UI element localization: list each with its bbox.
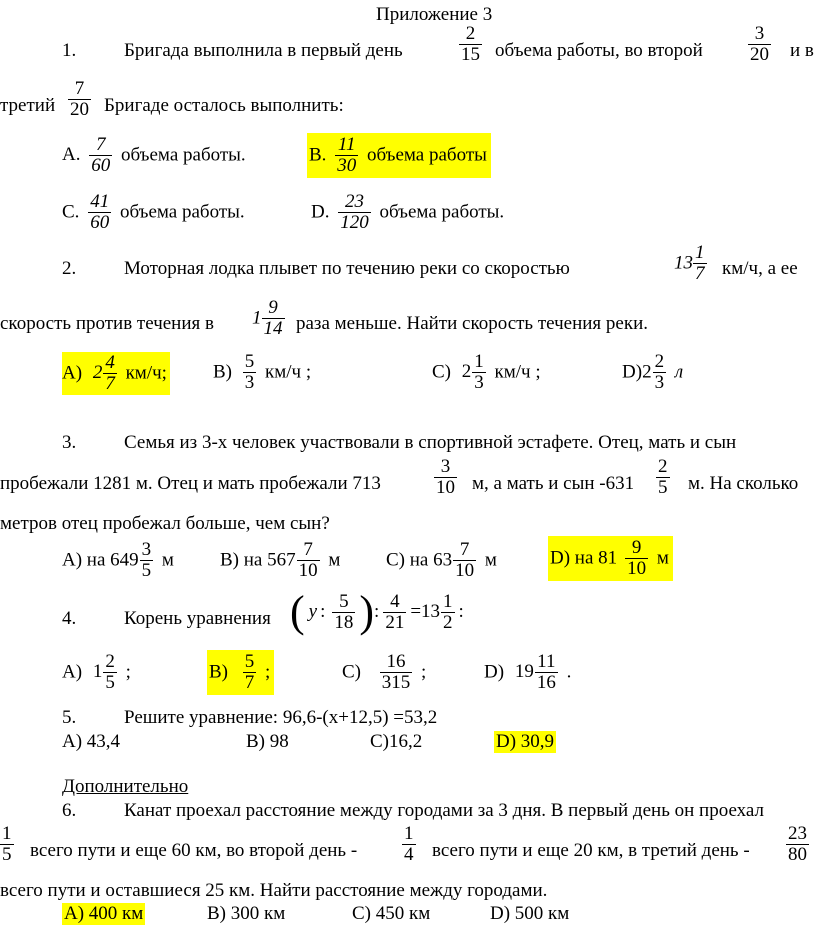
q3-option-b: B) на 567 $\frac{7}{10}$ м [220,539,341,581]
q2-option-a: A) 2 $\frac{4}{7}$ км/ч; [62,352,170,395]
q6-option-d: D) 500 км [490,903,570,924]
q3-text-b: пробежали 1281 м. Отец и мать пробежали 713 [0,473,381,494]
page-title: Приложение 3 [376,4,493,25]
q5-text: Решите уравнение: 96,6-(x+12,5) =53,2 [124,707,438,728]
q6-option-c: C) 450 км [352,903,431,924]
q2-option-d: D)2 $\frac{2}{3}$ л [622,351,684,393]
extra-heading: Дополнительно [62,776,189,797]
q2-ratio: 1 $\frac{9}{14}$ [252,297,283,339]
q6-fraction-2: $\frac{1}{4}$ [404,823,414,865]
q3-number: 3. [62,432,77,453]
q4-option-a: A) 1 $\frac{2}{5}$ ; [62,651,131,693]
q3-option-c: C) на 63 $\frac{7}{10}$ м [386,539,497,581]
q3-fraction-2: $\frac{2}{5}$ [658,456,668,498]
q4-option-d: D) 19 $\frac{11}{16}$ . [484,651,572,693]
q4-number: 4. [62,608,77,629]
q1-fraction-2: $\frac{3}{20}$ [750,23,769,65]
q3-option-d: D) на 81 $\frac{9}{10}$ м [548,536,673,581]
q1-text-e: Бригаде осталось выполнить: [104,95,344,116]
q5-option-a: A) 43,4 [62,731,121,752]
q6-text-a: Канат проехал расстояние между городами за 3 дня. В первый день он проехал [124,800,764,821]
q2-text-d: раза меньше. Найти скорость течения реки. [296,313,649,334]
q4-text-a: Корень уравнения [124,608,271,629]
q5-option-d: D) 30,9 [496,731,555,752]
q1-option-c: C. $\frac{41}{60}$ объема работы. [62,191,245,233]
q1-text-b: объема работы, во второй [495,40,703,61]
q5-option-c: C)16,2 [370,731,423,752]
q3-text-a: Семья из 3-х человек участвовали в спортивной эстафете. Отец, мать и сын [124,432,737,453]
q2-number: 2. [62,258,77,279]
q2-option-b: B) $\frac{5}{3}$ км/ч ; [213,351,312,393]
q1-text-c: и в [790,40,814,61]
q5-option-b: B) 98 [246,731,289,752]
q6-text-b: всего пути и еще 60 км, во второй день - [30,840,358,861]
q1-option-d: D. $\frac{23}{120}$ объема работы. [311,191,505,233]
q1-fraction-3: $\frac{7}{20}$ [70,78,89,120]
q3-option-a: A) на 649 $\frac{3}{5}$ м [62,539,174,581]
q5-number: 5. [62,707,77,728]
q2-speed: 13 $\frac{1}{7}$ [674,242,705,284]
q6-fraction-1: $\frac{1}{5}$ [2,823,12,865]
q3-fraction-1: $\frac{3}{10}$ [436,456,455,498]
q2-text-c: скорость против течения в [0,313,214,334]
q6-text-c: всего пути и еще 20 км, в третий день - [432,840,750,861]
q6-option-b: B) 300 км [207,903,286,924]
q2-option-c: C) 2 $\frac{1}{3}$ км/ч ; [432,351,541,393]
q4-equation: ( y : $\frac{5}{18}$ ): $\frac{4}{21}$ =13 $\frac{1}{2}$ : [290,587,464,636]
q4-option-b: B) $\frac{5}{7}$ ; [207,650,274,695]
q1-text-a: Бригада выполнила в первый день [124,40,403,61]
q2-text-b: км/ч, а ее [722,258,798,279]
q6-number: 6. [62,800,77,821]
q1-number: 1. [62,40,77,61]
q1-option-b: B. $\frac{11}{30}$ объема работы [307,133,491,178]
q1-fraction-1: $\frac{2}{15}$ [461,23,480,65]
q2-text-a: Моторная лодка плывет по течению реки со скоростью [124,258,570,279]
q6-option-a: A) 400 км [64,903,144,924]
q3-text-e: метров отец пробежал больше, чем сын? [0,513,330,534]
q3-text-c: м, а мать и сын -631 [472,473,635,494]
q1-text-d: третий [0,95,56,116]
q6-fraction-3: $\frac{23}{80}$ [788,823,807,865]
q3-text-d: м. На сколько [688,473,799,494]
q1-option-a: A. $\frac{7}{60}$ объема работы. [62,134,246,176]
q6-text-d: всего пути и оставшиеся 25 км. Найти расстояние между городами. [0,880,548,901]
q4-option-c: C) $\frac{16}{315}$ ; [342,651,427,693]
